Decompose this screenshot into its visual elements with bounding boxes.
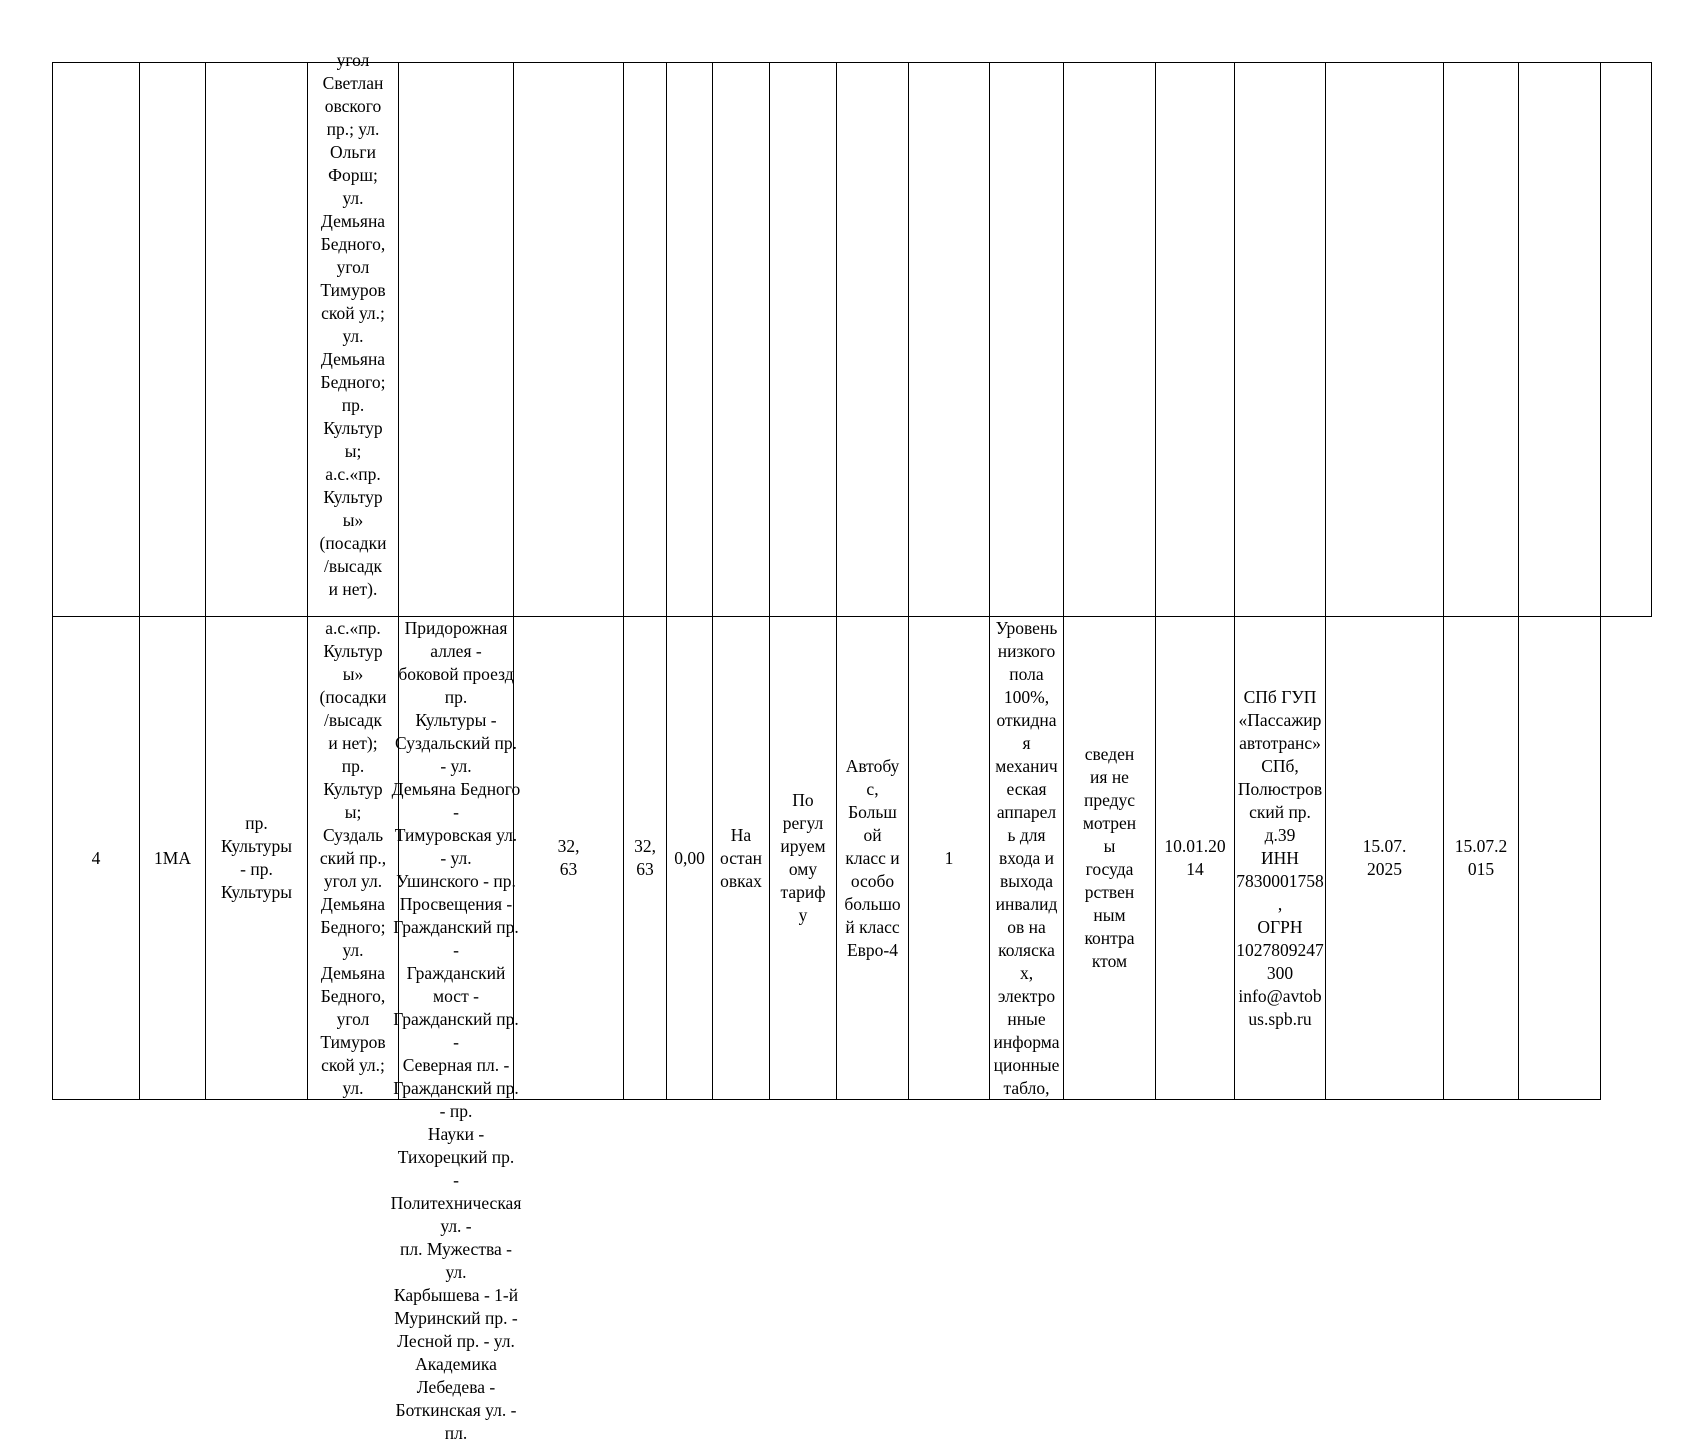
- cell-line: Боткинская ул. - пл.: [395, 1400, 517, 1443]
- cell-line: ИНН: [1261, 847, 1299, 868]
- cell-text: [945, 847, 954, 870]
- cell-line: Евро-4: [846, 939, 899, 960]
- cell-line: Культур: [323, 487, 383, 507]
- cell-line: угол ул.: [323, 871, 383, 891]
- cell-line: Науки - Тихорецкий пр.: [397, 1124, 515, 1167]
- cell-text: [634, 835, 656, 881]
- cell-line: На: [730, 824, 752, 845]
- cell-line: Полюстров: [1237, 778, 1323, 799]
- cell-line: Культуры: [220, 836, 293, 856]
- cell-line: Культур: [323, 418, 383, 438]
- cell-line: Культур: [323, 779, 383, 799]
- cell-line: us.spb.ru: [1248, 1008, 1312, 1029]
- cell-line: 63: [559, 859, 578, 879]
- cell-line: ы;: [344, 441, 362, 461]
- cell-line: Гражданский мост -: [406, 963, 506, 1006]
- cell-line: /высадк: [323, 710, 383, 730]
- cell-text: [993, 617, 1059, 1100]
- cell-line: Культуры -: [415, 710, 497, 730]
- cell-line: угол: [336, 50, 370, 70]
- cell-line: ционные: [993, 1055, 1060, 1075]
- cont-cell-15: [1156, 63, 1235, 617]
- cell-line: Форш;: [328, 165, 378, 185]
- cell-line: 15.07.2: [1454, 836, 1508, 856]
- cell-line: Уровень: [995, 618, 1058, 638]
- cont-cell-2: [140, 63, 206, 617]
- cont-cell-12: [909, 63, 990, 617]
- cell-line: Ольги: [330, 142, 376, 162]
- cell-line: у: [798, 905, 808, 925]
- cell-text: [320, 617, 387, 1100]
- cell-line: Демьяна: [320, 349, 386, 369]
- cell-line: ы;: [344, 802, 362, 822]
- cont-cell-stops: [308, 50, 399, 617]
- cell-line: низкого: [997, 641, 1056, 661]
- cell-line: 14: [1186, 859, 1204, 879]
- cell-line: мотрен: [1082, 813, 1137, 833]
- cell-line: а.с.«пр.: [325, 464, 381, 484]
- cell-line: ов на: [1007, 917, 1046, 937]
- cell-vehicle: [837, 617, 909, 1100]
- cell-line: ы: [1103, 836, 1116, 856]
- cell-line: пола: [1009, 664, 1044, 684]
- cell-line: Карбышева - 1-й: [393, 1285, 519, 1305]
- cell-line: а.с.«пр.: [325, 618, 381, 638]
- cont-cell-11: [837, 63, 909, 617]
- cell-line: Суздаль: [322, 825, 384, 845]
- cell-line: ия не: [1090, 767, 1129, 787]
- cell-line: нные: [1007, 1009, 1046, 1029]
- cell-text: [780, 789, 825, 927]
- cont-cell-18: [1444, 63, 1519, 617]
- cell-line: ому: [788, 859, 818, 879]
- cell-line: 32,: [634, 836, 656, 856]
- cell-line: класс и: [845, 847, 900, 868]
- cell-route-name: [206, 617, 308, 1100]
- cell-line: д.39: [1264, 824, 1296, 845]
- cell-text: [154, 847, 191, 870]
- cell-line: ктом: [1091, 951, 1128, 971]
- cell-line: овского: [324, 96, 382, 116]
- cell-line: Академика Лебедева -: [415, 1354, 497, 1397]
- cell-line: 015: [1467, 859, 1495, 879]
- cell-text: [844, 755, 900, 962]
- cell-line: /высадк: [323, 556, 383, 576]
- cell-line: откидна: [996, 710, 1057, 730]
- cell-line: Светлан: [322, 73, 384, 93]
- cell-value: [667, 617, 713, 1100]
- cell-line: угол: [336, 1009, 370, 1029]
- cell-line: тариф: [780, 882, 826, 902]
- cell-line: 1МА: [154, 847, 191, 868]
- cell-line: Гражданский пр. - пр.: [393, 1078, 519, 1121]
- cell-line: info@avtob: [1238, 985, 1322, 1006]
- cell-line: ский пр.: [1249, 801, 1311, 822]
- cell-line: ,: [1277, 893, 1283, 914]
- cont-cell-7: [624, 63, 667, 617]
- cell-text: [674, 847, 705, 870]
- cell-text: [558, 835, 580, 881]
- cell-line: ул.: [342, 188, 364, 208]
- cell-number: [53, 617, 140, 1100]
- cell-text: [1455, 835, 1508, 881]
- cell-line: пр.: [341, 756, 365, 776]
- cell-line: и нет).: [328, 579, 378, 599]
- cell-line: Культур: [323, 641, 383, 661]
- cell-line: коляска: [998, 940, 1055, 960]
- cell-line: Тимуровская ул. - ул.: [394, 825, 518, 868]
- cell-line: остан: [720, 847, 762, 868]
- cell-line: пр.: [245, 813, 268, 833]
- cell-line: 4: [91, 847, 101, 868]
- cell-tariff: [770, 617, 837, 1100]
- cell-date-start: [1156, 617, 1235, 1100]
- cont-cell-3: [206, 63, 308, 617]
- cell-line: автотранс»: [1239, 732, 1321, 753]
- cell-line: 0,00: [674, 847, 705, 868]
- cell-line: Культуры: [220, 882, 293, 902]
- cell-line: и нет);: [328, 733, 378, 753]
- cont-cell-9: [713, 63, 770, 617]
- cell-boarding: [713, 617, 770, 1100]
- cell-text: [1164, 835, 1225, 881]
- cell-line: ным: [1093, 905, 1126, 925]
- cell-text: [1083, 743, 1136, 973]
- cell-line: с,: [866, 778, 879, 799]
- cont-cell-1: [53, 63, 140, 617]
- cell-line: (посадки: [319, 687, 387, 707]
- cell-line: 300: [1266, 962, 1294, 983]
- cell-count: [909, 617, 990, 1100]
- cell-line: боковой проезд пр.: [398, 664, 514, 707]
- cell-line: еская: [1006, 779, 1047, 799]
- cont-cell-8: [667, 63, 713, 617]
- cell-line: ской ул.;: [321, 303, 385, 323]
- cell-line: ул.: [342, 1078, 364, 1098]
- cell-line: - Политехническая ул. -: [390, 1170, 522, 1236]
- cell-date-b: [1444, 617, 1519, 1100]
- cell-line: Просвещения -: [399, 894, 513, 914]
- cell-line: предус: [1083, 790, 1136, 810]
- cell-line: ул.: [342, 326, 364, 346]
- cell-line: Демьяна: [320, 963, 386, 983]
- cont-cell-13: [990, 63, 1064, 617]
- cell-streets: [390, 617, 522, 1443]
- cell-text: [720, 824, 762, 893]
- cell-line: большо: [844, 893, 901, 914]
- cell-line: ский пр.,: [319, 848, 387, 868]
- cell-line: Лесной пр. - ул.: [397, 1331, 515, 1351]
- cell-line: Муринский пр. -: [394, 1308, 518, 1328]
- cell-line: я: [1022, 733, 1031, 753]
- cont-cell-17: [1326, 63, 1444, 617]
- cell-line: ул.: [342, 940, 364, 960]
- cell-line: контра: [1084, 928, 1135, 948]
- cell-line: ой: [863, 824, 882, 845]
- cell-line: 1: [944, 847, 954, 868]
- cell-line: госуда: [1085, 859, 1134, 879]
- cell-line: механич: [995, 756, 1058, 776]
- cell-line: х,: [1019, 963, 1034, 983]
- cont-cell-6: [514, 63, 624, 617]
- cell-line: 10.01.20: [1164, 836, 1226, 856]
- cell-characteristics: [990, 617, 1064, 1100]
- cell-line: Бедного,: [320, 234, 386, 254]
- cell-line: СПб,: [1261, 755, 1299, 776]
- cell-line: пр.: [341, 395, 365, 415]
- cell-line: входа и: [998, 848, 1054, 868]
- cell-line: рствен: [1084, 882, 1135, 902]
- cell-line: 32,: [557, 836, 580, 856]
- cell-line: пл. Мужества - ул.: [400, 1239, 512, 1282]
- cell-line: инвалид: [995, 894, 1058, 914]
- cell-text: [320, 49, 387, 601]
- cell-line: «Пассажир: [1238, 709, 1322, 730]
- cell-line: Бедного,: [320, 986, 386, 1006]
- cell-line: Больш: [848, 801, 897, 822]
- cell-line: СПб ГУП: [1243, 686, 1317, 707]
- cell-stops: [308, 617, 399, 1100]
- cell-line: Демьяна: [320, 894, 386, 914]
- cell-line: 7830001758: [1236, 870, 1324, 891]
- cell-line: 100%,: [1003, 687, 1050, 707]
- cont-cell-5: [399, 63, 514, 617]
- cell-line: пр.; ул.: [326, 119, 380, 139]
- cell-line: Бедного;: [320, 917, 386, 937]
- cell-line: Автобу: [845, 755, 900, 776]
- cell-line: Тимуров: [320, 280, 386, 300]
- cell-line: аппарел: [996, 802, 1057, 822]
- cell-last: [1519, 617, 1601, 1100]
- cell-line: информа: [993, 1032, 1060, 1052]
- cell-route-code: [140, 617, 206, 1100]
- cell-line: - пр.: [240, 859, 273, 879]
- cell-line: Демьяна: [320, 211, 386, 231]
- cell-line: Демьяна Бедного -: [391, 779, 521, 822]
- cell-length-forward: [514, 617, 624, 1100]
- cell-text: [92, 847, 101, 870]
- cell-line: Гражданский пр. -: [393, 1009, 519, 1052]
- cell-line: 63: [636, 859, 654, 879]
- cell-line: ы»: [342, 510, 364, 530]
- cell-text: [1363, 835, 1407, 881]
- cell-line: Северная пл. -: [402, 1055, 510, 1075]
- cell-date-a: [1326, 617, 1444, 1100]
- cell-contract: [1064, 617, 1156, 1100]
- cell-line: овках: [720, 870, 762, 891]
- cell-length-back: [624, 617, 667, 1100]
- cell-line: особо: [850, 870, 895, 891]
- cell-line: 15.07.: [1362, 836, 1407, 856]
- cell-line: ской ул.;: [321, 1055, 385, 1075]
- cell-line: Придорожная аллея -: [404, 618, 508, 661]
- cell-line: регул: [782, 813, 824, 833]
- cell-line: Суздальский пр. - ул.: [395, 733, 517, 776]
- cell-line: ь для: [1007, 825, 1046, 845]
- cell-line: табло,: [1003, 1078, 1050, 1098]
- cell-line: 2025: [1367, 859, 1402, 879]
- cont-cell-10: [770, 63, 837, 617]
- cont-cell-14: [1064, 63, 1156, 617]
- cell-line: 1027809247: [1236, 939, 1324, 960]
- cell-line: Бедного;: [320, 372, 386, 392]
- cell-text: [1236, 686, 1324, 1031]
- cell-line: Гражданский пр. -: [393, 917, 519, 960]
- route-registry-table: [52, 50, 1652, 1443]
- cont-cell-20: [1601, 63, 1652, 617]
- cell-line: По: [792, 790, 814, 810]
- cell-line: ируем: [780, 836, 826, 856]
- cell-line: ы»: [342, 664, 364, 684]
- cell-line: Тимуров: [320, 1032, 386, 1052]
- cell-text: [391, 617, 522, 1445]
- cell-line: ОГРН: [1257, 916, 1303, 937]
- cell-line: угол: [336, 257, 370, 277]
- cell-line: выхода: [999, 871, 1054, 891]
- cell-line: электро: [997, 986, 1056, 1006]
- cont-cell-16: [1235, 63, 1326, 617]
- cell-line: Ушинского - пр.: [396, 871, 516, 891]
- cell-line: й класс: [845, 916, 900, 937]
- cell-line: (посадки: [319, 533, 387, 553]
- cell-text: [221, 812, 292, 904]
- cell-carrier: [1235, 617, 1326, 1100]
- cell-line: сведен: [1084, 744, 1135, 764]
- cont-cell-19: [1519, 63, 1601, 617]
